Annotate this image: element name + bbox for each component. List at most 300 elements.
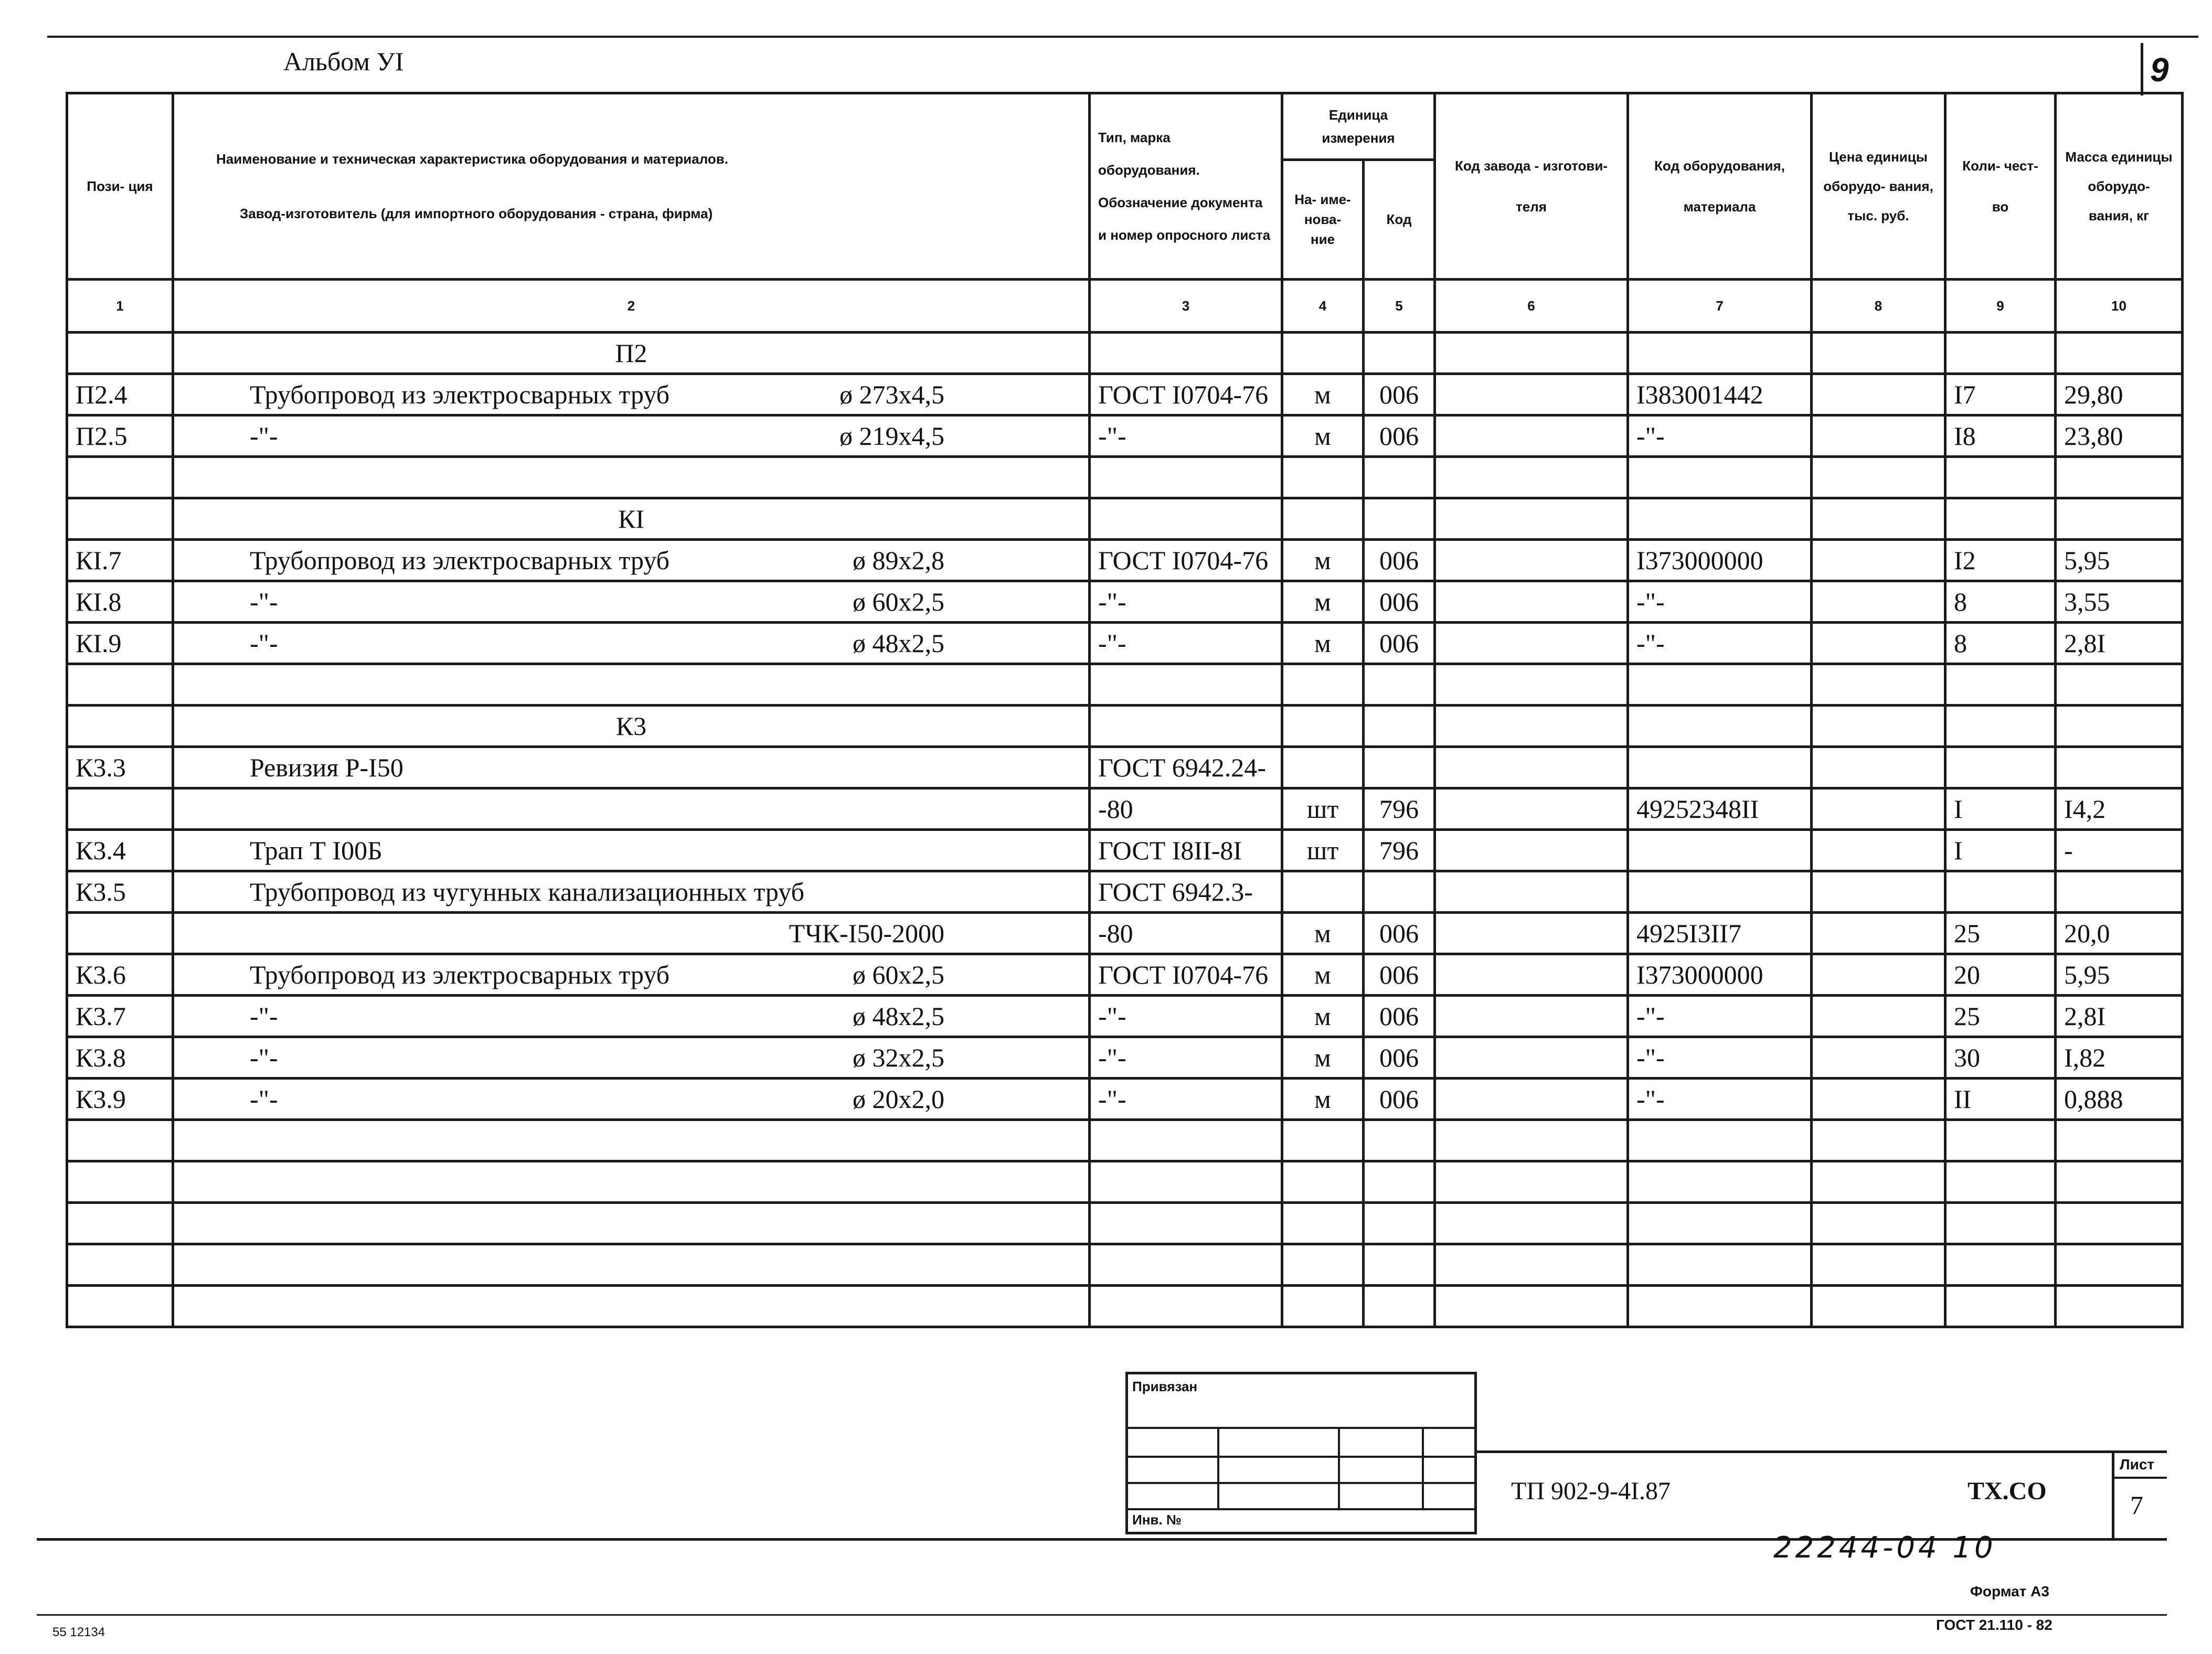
cell-empty — [1945, 664, 2056, 706]
cell-empty — [1812, 457, 1945, 498]
cell-empty — [2056, 1203, 2183, 1244]
cell-empty — [1945, 1286, 2056, 1327]
item-size: ø 48x2,5 — [853, 628, 944, 658]
cell-name — [173, 913, 1090, 954]
cell-position — [67, 706, 173, 747]
header-mass: Масса единицы оборудо- вания, кг — [2056, 93, 2183, 280]
table-row — [67, 1079, 2183, 1120]
table-row — [67, 374, 2183, 415]
cell-mass: 5,95 — [2056, 540, 2183, 581]
cell-unit-code: 006 — [1364, 623, 1435, 664]
cell-quantity: 25 — [1945, 913, 2056, 954]
cell-empty — [2056, 1120, 2183, 1161]
table-row — [67, 788, 2183, 830]
cell-unit: шт — [1282, 830, 1364, 871]
cell-position: КI.7 — [67, 540, 173, 581]
cell-empty — [2056, 1286, 2183, 1327]
cell-name — [173, 788, 1090, 830]
cell-unit-code: 006 — [1364, 540, 1435, 581]
cell-document: -"- — [1090, 415, 1282, 457]
specification-table — [66, 92, 2184, 1328]
cell-empty — [1628, 457, 1812, 498]
header-name-line1: Наименование и техническая характеристика оборудования и материалов. — [216, 151, 729, 167]
cell-document: -80 — [1090, 913, 1282, 954]
cell-document: -"- — [1090, 623, 1282, 664]
cell-empty — [1090, 498, 1282, 540]
cell-mass: 29,80 — [2056, 374, 2183, 415]
cell-unit-code: 796 — [1364, 830, 1435, 871]
cell-position: К3.9 — [67, 1079, 173, 1120]
cell-empty — [1364, 498, 1435, 540]
item-size: ø 20x2,0 — [853, 1084, 944, 1114]
cell-material-code: -"- — [1628, 415, 1812, 457]
cell-position — [67, 333, 173, 374]
cell-name — [173, 747, 1090, 788]
cell-empty — [2056, 706, 2183, 747]
cell-document: -"- — [1090, 1079, 1282, 1120]
cell-factory-code — [1435, 830, 1628, 871]
stamp-line — [1128, 1508, 1474, 1510]
name-and-size — [182, 1084, 1081, 1114]
cell-empty — [173, 1120, 1090, 1161]
cell-price — [1812, 581, 1945, 623]
cell-empty — [2056, 1244, 2183, 1286]
table-row — [67, 913, 2183, 954]
cell-factory-code — [1435, 747, 1628, 788]
item-size: ø 89x2,8 — [853, 546, 944, 575]
item-size: ø 60x2,5 — [853, 960, 944, 989]
cell-document: ГОСТ I0704-76 — [1090, 540, 1282, 581]
cell-empty — [1435, 706, 1628, 747]
cell-quantity: I8 — [1945, 415, 2056, 457]
cell-empty — [1090, 1244, 1282, 1286]
cell-empty — [67, 1203, 173, 1244]
cell-empty — [1282, 1120, 1364, 1161]
cell-empty — [67, 664, 173, 706]
item-name: -"- — [250, 628, 278, 658]
col-number: 1 — [67, 280, 173, 333]
cell-position — [67, 913, 173, 954]
cell-mass: I,82 — [2056, 1037, 2183, 1079]
cell-quantity: I — [1945, 788, 2056, 830]
cell-empty — [1945, 457, 2056, 498]
handwritten-number: 22244-04 10 — [1773, 1531, 1996, 1565]
attached-stamp — [1125, 1372, 1477, 1534]
item-size: ТЧК-I50-2000 — [789, 919, 944, 948]
name-and-size — [182, 545, 1081, 575]
cell-mass: 2,8I — [2056, 996, 2183, 1037]
cell-empty — [1282, 1161, 1364, 1203]
inventory-label: Инв. № — [1132, 1512, 1182, 1528]
col-number: 7 — [1628, 280, 1812, 333]
cell-material-code: -"- — [1628, 581, 1812, 623]
cell-document: ГОСТ 6942.24- — [1090, 747, 1282, 788]
section-title: К3 — [173, 706, 1090, 747]
cell-unit: м — [1282, 374, 1364, 415]
table-row — [67, 1037, 2183, 1079]
cell-unit: м — [1282, 1037, 1364, 1079]
header-position: Пози- ция — [67, 93, 173, 280]
header-unit-code: Код — [1364, 159, 1435, 279]
cell-quantity: 8 — [1945, 623, 2056, 664]
cell-price — [1812, 1079, 1945, 1120]
cell-material-code — [1628, 830, 1812, 871]
cell-price — [1812, 415, 1945, 457]
item-size: ø 48x2,5 — [853, 1001, 944, 1031]
section-title: П2 — [173, 333, 1090, 374]
cell-quantity: 20 — [1945, 954, 2056, 996]
sheet-corner-number: 9 — [2150, 51, 2169, 89]
cell-quantity — [1945, 871, 2056, 913]
cell-empty — [173, 1244, 1090, 1286]
cell-position: П2.4 — [67, 374, 173, 415]
header-unit-name: На- име- нова- ние — [1282, 159, 1364, 279]
cell-unit-code: 006 — [1364, 996, 1435, 1037]
cell-quantity: I2 — [1945, 540, 2056, 581]
cell-unit: м — [1282, 540, 1364, 581]
cell-mass — [2056, 747, 2183, 788]
cell-empty — [1364, 1203, 1435, 1244]
cell-mass: 20,0 — [2056, 913, 2183, 954]
col-number: 3 — [1090, 280, 1282, 333]
cell-empty — [2056, 664, 2183, 706]
cell-empty — [1435, 1161, 1628, 1203]
item-name: -"- — [250, 1043, 278, 1072]
cell-material-code: -"- — [1628, 1079, 1812, 1120]
cell-quantity: 30 — [1945, 1037, 2056, 1079]
cell-position — [67, 788, 173, 830]
cell-factory-code — [1435, 913, 1628, 954]
cell-unit: шт — [1282, 788, 1364, 830]
cell-empty — [173, 1161, 1090, 1203]
cell-position: КI.8 — [67, 581, 173, 623]
cell-unit-code: 006 — [1364, 1037, 1435, 1079]
cell-price — [1812, 954, 1945, 996]
cell-material-code: -"- — [1628, 1037, 1812, 1079]
cell-empty — [1364, 1286, 1435, 1327]
cell-mass: 23,80 — [2056, 415, 2183, 457]
cell-unit-code: 006 — [1364, 1079, 1435, 1120]
item-name: Трап Т I00Б — [250, 836, 382, 865]
cell-empty — [173, 1203, 1090, 1244]
header-factory-code: Код завода - изготови- теля — [1435, 93, 1628, 280]
cell-factory-code — [1435, 540, 1628, 581]
cell-empty — [1812, 664, 1945, 706]
cell-empty — [1364, 706, 1435, 747]
table-row — [67, 540, 2183, 581]
stamp-divider — [1422, 1427, 1424, 1508]
cell-empty — [1435, 498, 1628, 540]
cell-document: -"- — [1090, 996, 1282, 1037]
cell-empty — [1435, 457, 1628, 498]
cell-empty — [67, 1120, 173, 1161]
gost-label: ГОСТ 21.110 - 82 — [1936, 1617, 2053, 1633]
name-and-size — [182, 877, 1081, 907]
item-name: Ревизия Р-I50 — [250, 753, 403, 782]
cell-empty — [1628, 1286, 1812, 1327]
cell-document: -80 — [1090, 788, 1282, 830]
cell-mass — [2056, 871, 2183, 913]
cell-empty — [1090, 1203, 1282, 1244]
cell-empty — [1282, 1244, 1364, 1286]
name-and-size — [182, 586, 1081, 617]
cell-empty — [67, 1244, 173, 1286]
cell-empty — [1090, 333, 1282, 374]
cell-quantity: 25 — [1945, 996, 2056, 1037]
empty-row — [67, 1286, 2183, 1327]
cell-factory-code — [1435, 581, 1628, 623]
cell-position: К3.6 — [67, 954, 173, 996]
table-row — [67, 996, 2183, 1037]
cell-document: -"- — [1090, 581, 1282, 623]
cell-position: КI.9 — [67, 623, 173, 664]
empty-row — [67, 1203, 2183, 1244]
cell-price — [1812, 374, 1945, 415]
table-row — [67, 871, 2183, 913]
col-number: 8 — [1812, 280, 1945, 333]
cell-empty — [1812, 1120, 1945, 1161]
cell-material-code: I373000000 — [1628, 540, 1812, 581]
name-and-size — [182, 752, 1081, 783]
cell-unit: м — [1282, 1079, 1364, 1120]
cell-quantity — [1945, 747, 2056, 788]
stamp-divider — [1217, 1427, 1219, 1508]
cell-empty — [1282, 333, 1364, 374]
cell-position: К3.3 — [67, 747, 173, 788]
cell-material-code: 49252348II — [1628, 788, 1812, 830]
empty-row — [67, 1161, 2183, 1203]
cell-price — [1812, 788, 1945, 830]
header-row — [67, 93, 2183, 160]
cell-unit: м — [1282, 913, 1364, 954]
cell-empty — [1090, 1161, 1282, 1203]
empty-row — [67, 664, 2183, 706]
cell-empty — [1945, 1120, 2056, 1161]
cell-document: ГОСТ I0704-76 — [1090, 374, 1282, 415]
cell-unit: м — [1282, 415, 1364, 457]
cell-empty — [1812, 706, 1945, 747]
section-row — [67, 333, 2183, 374]
col-number: 9 — [1945, 280, 2056, 333]
cell-empty — [67, 457, 173, 498]
name-and-size — [182, 1001, 1081, 1031]
name-and-size — [182, 918, 1081, 948]
table-row — [67, 954, 2183, 996]
cell-empty — [1282, 1286, 1364, 1327]
cell-empty — [2056, 1161, 2183, 1203]
item-name: -"- — [250, 421, 278, 451]
cell-price — [1812, 871, 1945, 913]
section-row — [67, 706, 2183, 747]
name-and-size — [182, 379, 1081, 410]
cell-empty — [1282, 664, 1364, 706]
header-name-line2: Завод-изготовитель (для импортного оборудования - страна, фирма) — [240, 206, 713, 221]
cell-empty — [1364, 1244, 1435, 1286]
table-row — [67, 830, 2183, 871]
top-rule — [47, 36, 2198, 38]
cell-empty — [1945, 333, 2056, 374]
cell-empty — [1282, 498, 1364, 540]
cell-empty — [1435, 1286, 1628, 1327]
cell-position: К3.4 — [67, 830, 173, 871]
cell-unit-code — [1364, 871, 1435, 913]
table-row — [67, 747, 2183, 788]
cell-material-code: 4925I3II7 — [1628, 913, 1812, 954]
cell-empty — [1628, 498, 1812, 540]
cell-empty — [1282, 706, 1364, 747]
cell-price — [1812, 996, 1945, 1037]
item-name: -"- — [250, 1084, 278, 1114]
cell-document: ГОСТ I8II-8I — [1090, 830, 1282, 871]
cell-name — [173, 540, 1090, 581]
cell-empty — [1364, 664, 1435, 706]
cell-mass: - — [2056, 830, 2183, 871]
cell-quantity: I7 — [1945, 374, 2056, 415]
cell-price — [1812, 540, 1945, 581]
cell-empty — [1090, 1120, 1282, 1161]
cell-empty — [1628, 1120, 1812, 1161]
cell-position: К3.7 — [67, 996, 173, 1037]
cell-empty — [173, 457, 1090, 498]
header-unit-group: Единица измерения — [1282, 93, 1435, 160]
cell-name — [173, 830, 1090, 871]
cell-unit: м — [1282, 623, 1364, 664]
cell-price — [1812, 830, 1945, 871]
cell-empty — [2056, 457, 2183, 498]
cell-empty — [1812, 498, 1945, 540]
item-name: -"- — [250, 1001, 278, 1031]
attached-label: Привязан — [1132, 1379, 1198, 1394]
cell-empty — [1945, 1203, 2056, 1244]
corner-box-divider — [2141, 43, 2143, 95]
cell-empty — [1628, 333, 1812, 374]
cell-material-code: -"- — [1628, 623, 1812, 664]
cell-document: ГОСТ 6942.3- — [1090, 871, 1282, 913]
cell-empty — [1090, 457, 1282, 498]
item-name: -"- — [250, 587, 278, 616]
cell-empty — [1435, 1120, 1628, 1161]
empty-row — [67, 457, 2183, 498]
cell-unit-code: 006 — [1364, 954, 1435, 996]
cell-name — [173, 954, 1090, 996]
item-size: ø 219x4,5 — [839, 421, 944, 451]
cell-factory-code — [1435, 954, 1628, 996]
sheet-label-rule — [2112, 1477, 2167, 1479]
cell-empty — [1364, 333, 1435, 374]
cell-price — [1812, 1037, 1945, 1079]
cell-empty — [1812, 1244, 1945, 1286]
format-label: Формат А3 — [1970, 1583, 2049, 1599]
cell-empty — [1090, 706, 1282, 747]
cell-unit-code: 006 — [1364, 374, 1435, 415]
cell-name — [173, 623, 1090, 664]
col-number: 2 — [173, 280, 1090, 333]
cell-price — [1812, 747, 1945, 788]
cell-price — [1812, 913, 1945, 954]
name-and-size — [182, 835, 1081, 866]
name-and-size — [182, 1042, 1081, 1073]
cell-empty — [1435, 333, 1628, 374]
cell-factory-code — [1435, 374, 1628, 415]
cell-material-code — [1628, 747, 1812, 788]
empty-row — [67, 1244, 2183, 1286]
header-quantity: Коли- чест- во — [1945, 93, 2056, 280]
cell-empty — [1435, 1203, 1628, 1244]
cell-factory-code — [1435, 1037, 1628, 1079]
header-price: Цена единицы оборудо- вания, тыс. руб. — [1812, 93, 1945, 280]
cell-empty — [1628, 1203, 1812, 1244]
table-row — [67, 581, 2183, 623]
name-and-size — [182, 628, 1081, 658]
table-row — [67, 623, 2183, 664]
cell-factory-code — [1435, 1079, 1628, 1120]
cell-material-code: -"- — [1628, 996, 1812, 1037]
cell-empty — [1282, 1203, 1364, 1244]
empty-row — [67, 1120, 2183, 1161]
document-code: ТП 902-9-4I.87 — [1511, 1477, 1671, 1505]
header-material-code: Код оборудования, материала — [1628, 93, 1812, 280]
cell-empty — [1364, 1120, 1435, 1161]
cell-empty — [1628, 706, 1812, 747]
cell-position: П2.5 — [67, 415, 173, 457]
cell-empty — [1628, 1244, 1812, 1286]
sheet-number: 7 — [2130, 1490, 2143, 1520]
cell-factory-code — [1435, 415, 1628, 457]
cell-price — [1812, 623, 1945, 664]
cell-name — [173, 1037, 1090, 1079]
cell-quantity: II — [1945, 1079, 2056, 1120]
cell-empty — [2056, 333, 2183, 374]
cell-unit-code: 006 — [1364, 415, 1435, 457]
item-size: ø 32x2,5 — [853, 1043, 944, 1072]
cell-name — [173, 996, 1090, 1037]
cell-mass: 2,8I — [2056, 623, 2183, 664]
cell-unit: м — [1282, 996, 1364, 1037]
cell-material-code: I373000000 — [1628, 954, 1812, 996]
cell-name — [173, 374, 1090, 415]
cell-empty — [67, 1286, 173, 1327]
name-and-size — [182, 421, 1081, 451]
cell-empty — [173, 664, 1090, 706]
cell-empty — [1812, 333, 1945, 374]
cell-empty — [1628, 1161, 1812, 1203]
title-block-sheet-divider — [2112, 1450, 2114, 1540]
cell-name — [173, 1079, 1090, 1120]
cell-unit-code: 796 — [1364, 788, 1435, 830]
cell-material-code — [1628, 871, 1812, 913]
cell-mass: 0,888 — [2056, 1079, 2183, 1120]
cell-empty — [1812, 1286, 1945, 1327]
section-row — [67, 498, 2183, 540]
cell-position — [67, 498, 173, 540]
cell-unit-code: 006 — [1364, 581, 1435, 623]
cell-empty — [1628, 664, 1812, 706]
cell-empty — [1090, 1286, 1282, 1327]
cell-empty — [1364, 1161, 1435, 1203]
cell-empty — [1945, 1244, 2056, 1286]
cell-empty — [173, 1286, 1090, 1327]
cell-empty — [1435, 1244, 1628, 1286]
cell-unit: м — [1282, 954, 1364, 996]
cell-unit — [1282, 871, 1364, 913]
cell-empty — [67, 1161, 173, 1203]
item-name: Трубопровод из чугунных канализационных труб — [250, 877, 805, 906]
cell-quantity: 8 — [1945, 581, 2056, 623]
cell-factory-code — [1435, 996, 1628, 1037]
col-number: 5 — [1364, 280, 1435, 333]
cell-name — [173, 415, 1090, 457]
cell-unit — [1282, 747, 1364, 788]
